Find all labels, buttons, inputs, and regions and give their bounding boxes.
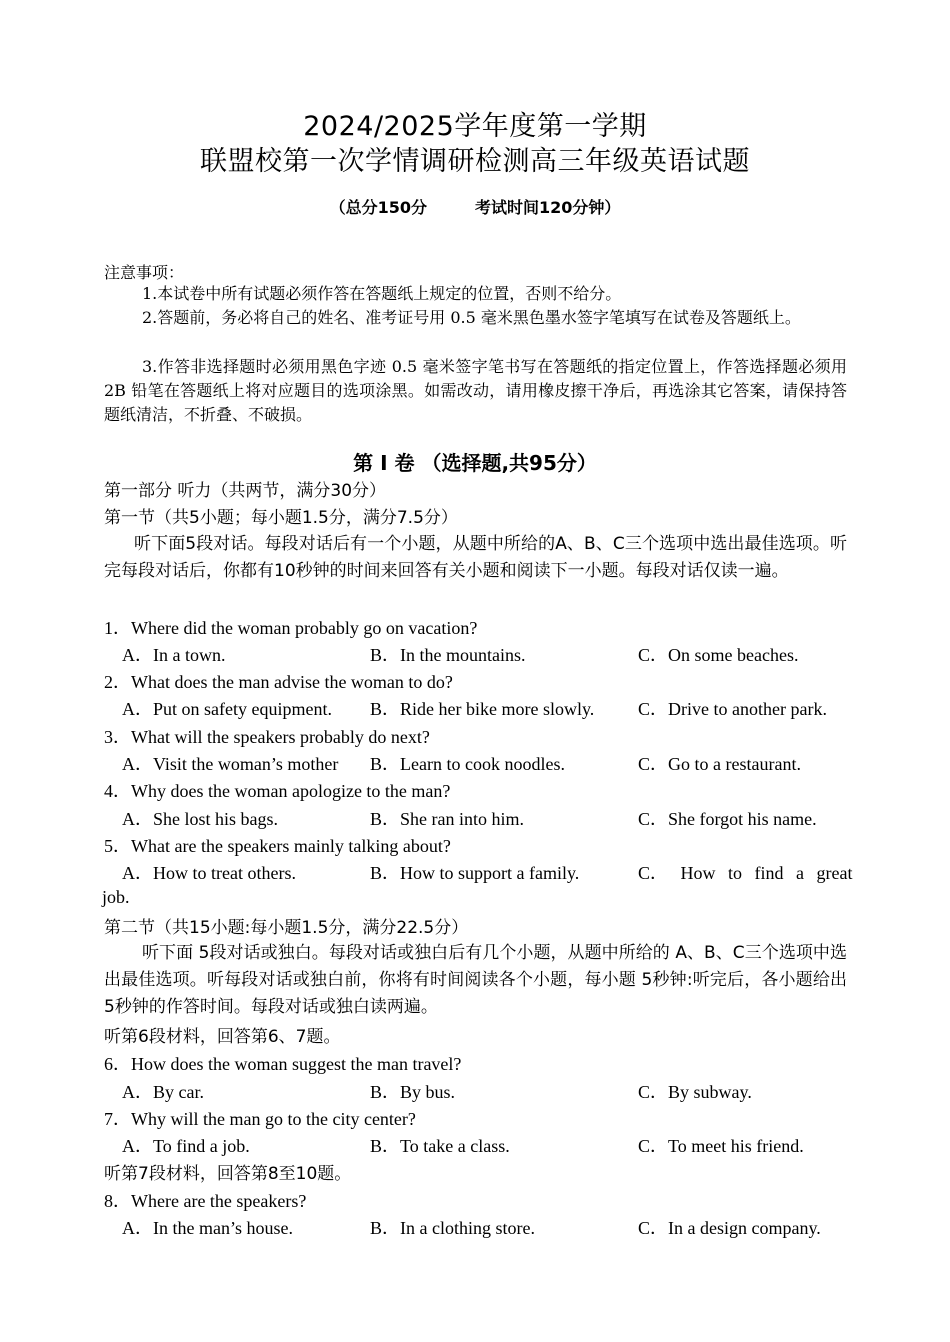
section1-heading: 第一节（共5小题；每小题1.5分，满分7.5分）: [104, 508, 458, 528]
exam-title-line1: 2024/2025学年度第一学期: [303, 111, 647, 142]
exam-subtitle: [0, 195, 950, 218]
question-2-stem: 2．What does the man advise the woman to do?: [104, 672, 453, 692]
question-1-option-b: B．In the mountains.: [370, 645, 526, 665]
question-4-stem: 4．Why does the woman apologize to the man?: [104, 781, 451, 801]
question-6-stem: 6．How does the woman suggest the man travel?: [104, 1054, 462, 1074]
material-7-instruction: 听第7段材料，回答第8至10题。: [104, 1164, 352, 1184]
notice-item-3: 3.作答非选择题时必须用黑色字迹 0.5 毫米签字笔书写在答题纸的指定位置上，作答选择题必须用 2B 铅笔在答题纸上将对应题目的选项涂黑。如需改动，请用橡皮擦干净后，再选涂其它答案，请保持答题纸清洁，不折叠、不破损。: [104, 357, 847, 424]
question-5-option-a: A．How to treat others.: [122, 863, 296, 883]
question-6-option-a: A．By car.: [122, 1082, 204, 1102]
question-4-option-c: C．She forgot his name.: [638, 809, 817, 829]
question-3-stem: 3．What will the speakers probably do next?: [104, 727, 430, 747]
question-7-option-b: B．To take a class.: [370, 1136, 510, 1156]
question-5-option-c-continued: job.: [102, 887, 130, 907]
question-5-option-b: B．How to support a family.: [370, 863, 580, 883]
question-7-stem: 7．Why will the man go to the city center?: [104, 1109, 416, 1129]
notice-heading: 注意事项：: [104, 263, 185, 282]
question-7-option-c: C．To meet his friend.: [638, 1136, 804, 1156]
section2-instructions: 听下面 5段对话或独白。每段对话或独白后有几个小题，从题中所给的 A、B、C三个选项中选出最佳选项。听每段对话或独白前，你将有时间阅读各个小题，每小题 5秒钟:听完后，各小题给出5秒钟的作答时间。每段对话或独白读两遍。: [104, 943, 847, 1017]
volume-heading: 第 Ⅰ 卷 （选择题,共95分）: [353, 451, 597, 475]
question-8-option-b: B．In a clothing store.: [370, 1218, 535, 1238]
question-3-option-c: C．Go to a restaurant.: [638, 754, 801, 774]
exam-time: 考试时间120分钟）: [475, 198, 621, 217]
notice-item-2: 2.答题前，务必将自己的姓名、准考证号用 0.5 毫米黑色墨水签字笔填写在试卷及答题纸上。: [142, 308, 801, 327]
question-4-option-a: A．She lost his bags.: [122, 809, 279, 829]
question-6-option-b: B．By bus.: [370, 1082, 456, 1102]
question-8-option-c: C．In a design company.: [638, 1218, 821, 1238]
question-8-option-a: A．In the man’s house.: [122, 1218, 293, 1238]
question-4-option-b: B．She ran into him.: [370, 809, 524, 829]
question-1-stem: 1．Where did the woman probably go on vacation?: [104, 618, 478, 638]
exam-title-line2: 联盟校第一次学情调研检测高三年级英语试题: [200, 146, 750, 177]
question-3-option-a: A．Visit the woman’s mother: [122, 754, 339, 774]
question-2-option-c: C．Drive to another park.: [638, 699, 827, 719]
question-6-option-c: C．By subway.: [638, 1082, 752, 1102]
notice-item-1: 1.本试卷中所有试题必须作答在答题纸上规定的位置，否则不给分。: [142, 284, 622, 303]
part1-heading: 第一部分 听力（共两节，满分30分）: [104, 481, 387, 501]
question-1-option-a: A．In a town.: [122, 645, 226, 665]
question-5-option-c: C． How to find a great: [638, 863, 853, 883]
question-2-option-a: A．Put on safety equipment.: [122, 699, 332, 719]
section1-instructions: 听下面5段对话。每段对话后有一个小题，从题中所给的A、B、C三个选项中选出最佳选项。听完每段对话后，你都有10秒钟的时间来回答有关小题和阅读下一小题。每段对话仅读一遍。: [104, 534, 847, 581]
total-score: （总分150分: [329, 198, 427, 217]
material-6-instruction: 听第6段材料，回答第6、7题。: [104, 1027, 341, 1047]
question-1-option-c: C．On some beaches.: [638, 645, 799, 665]
section2-heading: 第二节（共15小题:每小题1.5分，满分22.5分）: [104, 918, 469, 938]
question-2-option-b: B．Ride her bike more slowly.: [370, 699, 595, 719]
question-3-option-b: B．Learn to cook noodles.: [370, 754, 565, 774]
question-5-stem: 5．What are the speakers mainly talking about?: [104, 836, 451, 856]
question-8-stem: 8．Where are the speakers?: [104, 1191, 307, 1211]
question-7-option-a: A．To find a job.: [122, 1136, 250, 1156]
